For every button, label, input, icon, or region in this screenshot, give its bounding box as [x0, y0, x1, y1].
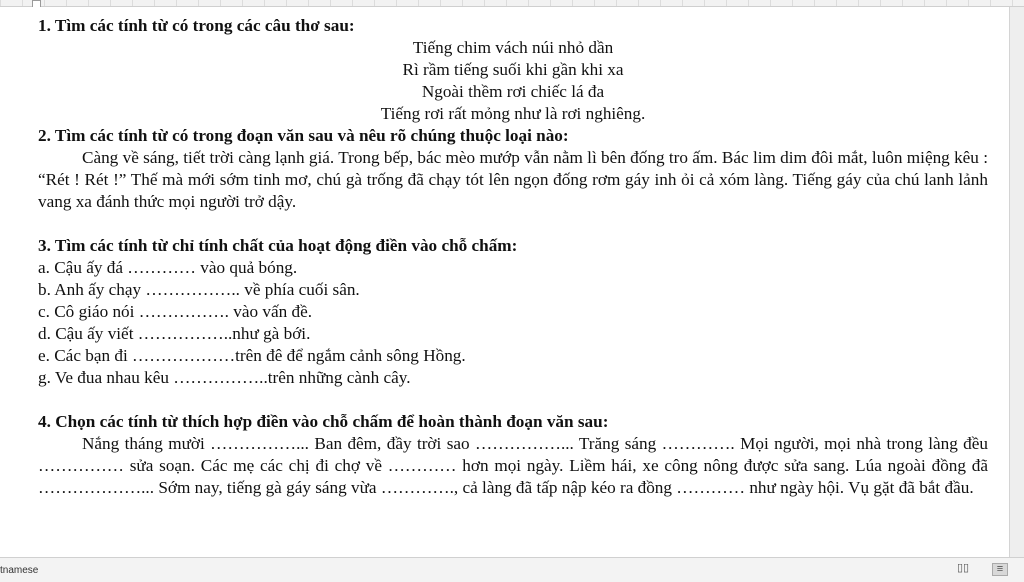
- page-icon[interactable]: ≡: [992, 563, 1008, 576]
- book-icon[interactable]: ▯▯: [956, 562, 970, 574]
- status-bar: [0, 557, 1024, 582]
- fill-in-item: a. Cậu ấy đá ………… vào quả bóng.: [38, 258, 298, 277]
- poem-line: Rì rầm tiếng suối khi gần khi xa: [402, 60, 624, 79]
- question-4-paragraph: Nắng tháng mười ……………... Ban đêm, đầy trời sao ……………... Trăng sáng …………. Mọi người, mọi nhà trong làng đều …………… sửa soạn. Các mẹ các chị đi chợ về ………… hơn mọi ngày. Liềm hái, xe công nông được sửa sang. Lúa ngoài đồng đã ………………... Sớm nay, tiếng gà gáy sáng vừa …………., cả làng đã tấp nập kéo ra đồng ………… như ngày hội. Vụ gặt đã bắt đầu.: [38, 434, 988, 497]
- document-page[interactable]: [0, 7, 1010, 557]
- fill-in-item: d. Cậu ấy viết ……………..như gà bới.: [38, 324, 311, 343]
- horizontal-ruler[interactable]: [0, 0, 1024, 7]
- poem-line: Tiếng rơi rất mỏng như là rơi nghiêng.: [380, 104, 646, 123]
- vertical-scrollbar[interactable]: [1009, 7, 1024, 557]
- fill-in-item: g. Ve đua nhau kêu ……………..trên những cành cây.: [38, 368, 411, 387]
- question-1-title: 1. Tìm các tính từ có trong các câu thơ sau:: [38, 16, 355, 35]
- question-3-title: 3. Tìm các tính từ chỉ tính chất của hoạt động điền vào chỗ chấm:: [38, 236, 518, 255]
- language-indicator[interactable]: tnamese: [0, 565, 39, 576]
- document-content[interactable]: [38, 15, 988, 499]
- blank-line: [38, 213, 988, 235]
- fill-in-item: b. Anh ấy chạy …………….. về phía cuối sân.: [38, 280, 360, 299]
- fill-in-item: e. Các bạn đi ………………trên đê để ngắm cảnh sông Hồng.: [38, 346, 466, 365]
- question-4-title: 4. Chọn các tính từ thích hợp điền vào chỗ chấm để hoàn thành đoạn văn sau:: [38, 412, 609, 431]
- blank-line: [38, 389, 988, 411]
- question-2-paragraph: Càng về sáng, tiết trời càng lạnh giá. Trong bếp, bác mèo mướp vẫn nằm lì bên đống tro ấm. Bác lim dim đôi mắt, luôn miệng kêu : “Rét ! Rét !” Thế mà mới sớm tinh mơ, chú gà trống đã chạy tót lên ngọn đống rơm gáy inh ỏi cả xóm làng. Tiếng gáy của chú lanh lảnh vang xa đánh thức mọi người trở dậy.: [38, 148, 988, 211]
- fill-in-item: c. Cô giáo nói ……………. vào vấn đề.: [38, 302, 313, 321]
- question-2-title: 2. Tìm các tính từ có trong đoạn văn sau và nêu rõ chúng thuộc loại nào:: [38, 126, 569, 145]
- poem-line: Ngoài thềm rơi chiếc lá đa: [421, 82, 605, 101]
- poem-line: Tiếng chim vách núi nhỏ dần: [412, 38, 614, 57]
